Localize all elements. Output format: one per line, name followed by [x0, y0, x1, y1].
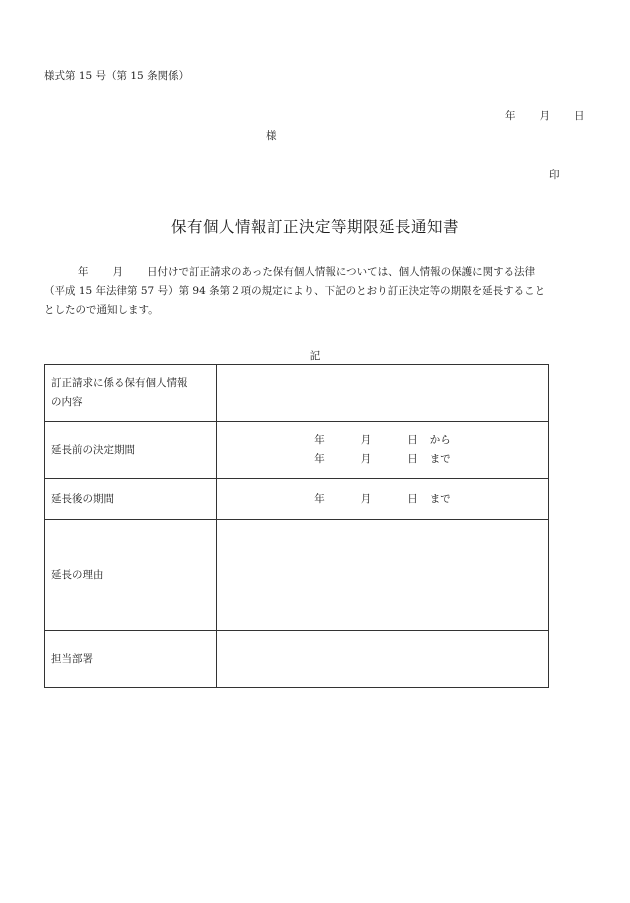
value-department[interactable]	[217, 631, 549, 688]
table-row	[45, 631, 549, 688]
body-line-1	[44, 263, 592, 282]
body-paragraph	[44, 263, 592, 320]
date-month: 月	[539, 110, 550, 122]
body-line-1-rest: 日付けで訂正請求のあった保有個人情報については、個人情報の保護に関する法律	[147, 266, 536, 278]
date-year: 年	[505, 110, 516, 122]
table-row	[45, 422, 549, 479]
value-original-period[interactable]	[217, 422, 549, 479]
ki-mark: 記	[309, 350, 321, 362]
form-number: 様式第 15 号（第 15 条関係）	[44, 70, 190, 82]
extended-until-line: 年 月 日 まで	[314, 492, 451, 505]
body-year: 年	[78, 266, 89, 278]
date-line	[505, 108, 585, 123]
label-extended-period: 延長後の期間	[45, 479, 217, 520]
label-original-period: 延長前の決定期間	[45, 422, 217, 479]
table-row	[45, 365, 549, 422]
label-request-content: 訂正請求に係る保有個人情報 の内容	[45, 365, 217, 422]
body-line-2: （平成 15 年法律第 57 号）第 94 条第２項の規定により、下記のとおり訂正決定等の期限を延長すること	[44, 285, 546, 297]
details-table	[44, 364, 549, 688]
value-extended-period[interactable]	[217, 479, 549, 520]
addressee-suffix: 様	[266, 130, 277, 142]
period-from-line: 年 月 日 から	[314, 434, 451, 446]
label-department: 担当部署	[45, 631, 217, 688]
period-until-line: 年 月 日 まで	[314, 453, 451, 465]
seal-mark: 印	[549, 169, 560, 181]
body-line-3: としたので通知します。	[44, 304, 159, 316]
label-extension-reason: 延長の理由	[45, 520, 217, 631]
table-row	[45, 479, 549, 520]
value-extension-reason[interactable]	[217, 520, 549, 631]
date-day: 日	[574, 110, 585, 122]
table-row	[45, 520, 549, 631]
body-month: 月	[112, 266, 123, 278]
value-request-content[interactable]	[217, 365, 549, 422]
document-title: 保有個人情報訂正決定等期限延長通知書	[170, 218, 459, 236]
